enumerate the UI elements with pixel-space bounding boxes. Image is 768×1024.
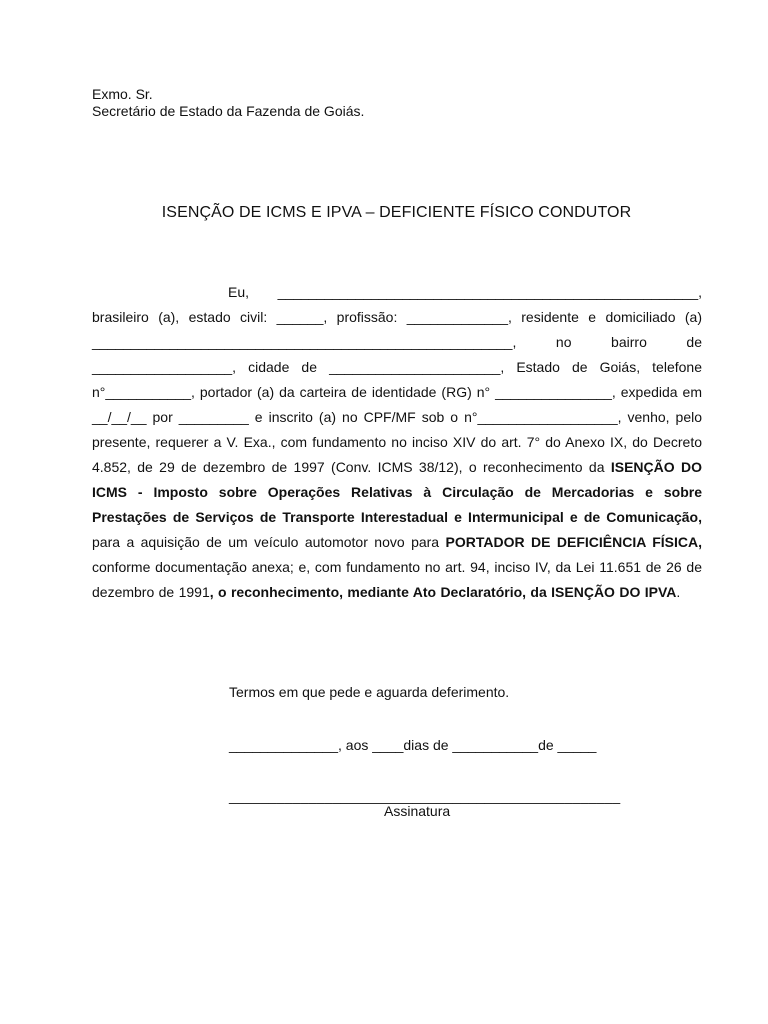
body-bold-part-2: PORTADOR DE DEFICIÊNCIA FÍSICA, [445,534,702,550]
body-bold-part-1: ISENÇÃO DO ICMS - Imposto sobre Operações Relativas à Circulação de Mercadorias e sobre Prestações de Serviços de Transporte Interestadual e Intermunicipal e de Comunicação, [92,459,702,525]
body-bold-part-3: , o reconhecimento, mediante Ato Declaratório, da ISENÇÃO DO IPVA [209,584,677,600]
signature-label: Assinatura [384,803,451,819]
document-title: ISENÇÃO DE ICMS E IPVA – DEFICIENTE FÍSICO CONDUTOR [161,204,632,221]
body-text-part-4: . [676,584,681,600]
request-paragraph [92,280,702,605]
recipient-salutation: Exmo. Sr. [92,86,153,102]
body-text-part-3: conforme documentação anexa; e, com fundamento no art. 94, inciso IV, da Lei 11.651 de 26 de dezembro de 1991 [92,559,702,600]
signature-line: _________________________________________________ [229,788,621,804]
recipient-title: Secretário de Estado da Fazenda de Goiás. [92,103,365,119]
body-text-part-1: Eu, ______________________________________________________, brasileiro (a), estado civil: ______, profissão: _____________, residente e domiciliado (a) ______________________________________________________, no bairro de __________________, cidade de ______________________, Estado de Goiás, telefone n°___________, portador (a) da carteira de identidade (RG) n° _______________, expedida em __/__/__ por _________ e inscrito (a) no CPF/MF sob o n°__________________, venho, pelo presente, requerer a V. Exa., com fundamento no inciso XIV do art. 7° do Anexo IX, do Decreto 4.852, de 29 de dezembro de 1997 (Conv. ICMS 38/12), o reconhecimento da [92,284,702,475]
date-line: ______________, aos ____dias de ___________de _____ [229,737,597,753]
recipient-block [92,86,364,120]
closing-statement: Termos em que pede e aguarda deferimento. [229,684,510,700]
body-text-part-2: para a aquisição de um veículo automotor novo para [92,534,446,550]
